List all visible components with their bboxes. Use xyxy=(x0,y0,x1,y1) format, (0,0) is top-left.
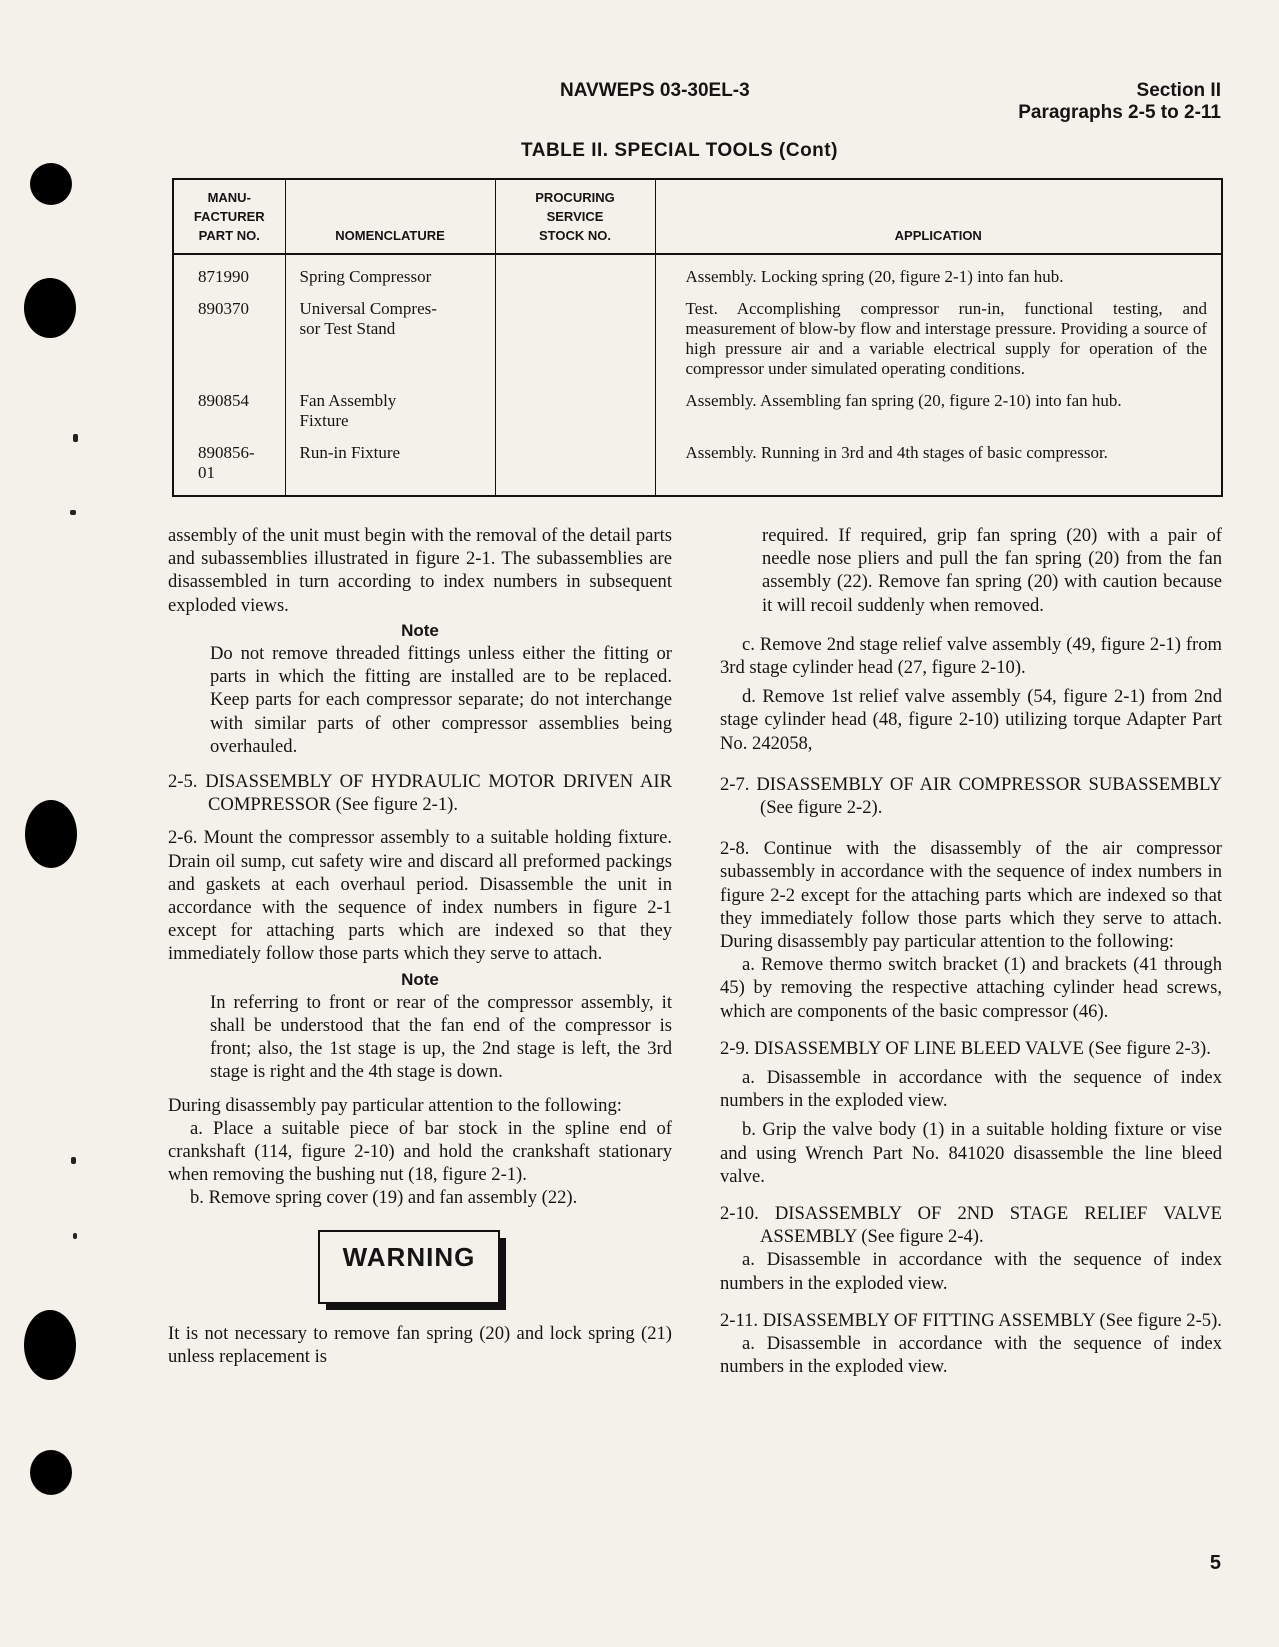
header-line: NOMENCLATURE xyxy=(335,228,445,243)
table-row xyxy=(173,293,1222,385)
header-line: SERVICE xyxy=(546,209,604,224)
cell-application: Test. Accomplishing compressor run-in, functional testing, and measurement of blow-by flow and interstage pressure. Providing a source of high pressure air and a variable electrical supply for operation of the compressor under simulated operating conditions. xyxy=(685,299,1207,378)
heading-2-11: 2-11. DISASSEMBLY OF FITTING ASSEMBLY (See figure 2-5). xyxy=(720,1309,1222,1331)
binder-hole-5 xyxy=(30,1450,72,1495)
cell-stock-no xyxy=(495,385,655,437)
paragraph-continued: required. If required, grip fan spring (20) with a pair of needle nose pliers and pull the fan spring (20) from the fan assembly (22). Remove fan spring (20) with caution because it will recoil suddenly when removed. xyxy=(762,525,1222,616)
cell-application: Assembly. Assembling fan spring (20, figure 2-10) into fan hub. xyxy=(685,391,1122,410)
cell-nomenclature: Fan Assembly Fixture xyxy=(285,385,495,437)
right-column xyxy=(720,524,1222,1379)
header-line: PART NO. xyxy=(198,228,260,243)
paragraph-2-8-a: a. Remove thermo switch bracket (1) and brackets (41 through 45) by removing the respective attaching cylinder head screws, which are components of the basic compressor (46). xyxy=(720,954,1222,1022)
paragraph-2-9-a: a. Disassemble in accordance with the sequence of index numbers in the exploded view. xyxy=(720,1067,1222,1112)
scan-speck xyxy=(73,1233,77,1239)
table-title: TABLE II. SPECIAL TOOLS (Cont) xyxy=(521,140,838,161)
warning-label: WARNING xyxy=(342,1241,476,1272)
paragraph-2-11-a: a. Disassemble in accordance with the sequence of index numbers in the exploded view. xyxy=(720,1333,1222,1378)
cell-application: Assembly. Locking spring (20, figure 2-1) into fan hub. xyxy=(685,267,1064,286)
heading-2-5: 2-5. DISASSEMBLY OF HYDRAULIC MOTOR DRIVEN AIR COMPRESSOR (See figure 2-1). xyxy=(168,771,672,816)
note-heading: Note xyxy=(401,620,439,640)
scan-speck xyxy=(71,1157,76,1164)
section-label: Section II xyxy=(1136,80,1221,101)
binder-hole-1 xyxy=(30,163,72,205)
cell-stock-no xyxy=(495,293,655,385)
header-line: FACTURER xyxy=(193,209,265,224)
warning-box xyxy=(318,1230,500,1304)
document-number: NAVWEPS 03-30EL-3 xyxy=(560,80,750,101)
header-line: APPLICATION xyxy=(894,228,982,243)
paragraph-2-10-a: a. Disassemble in accordance with the sequence of index numbers in the exploded view. xyxy=(720,1249,1222,1294)
paragraph-during-disassembly: During disassembly pay particular attention to the following: xyxy=(168,1094,622,1116)
paragraph-step-c: c. Remove 2nd stage relief valve assembly (49, figure 2-1) from 3rd stage cylinder head (27, figure 2-10). xyxy=(720,633,1222,679)
paragraph-step-a: a. Place a suitable piece of bar stock in the spline end of crankshaft (114, figure 2-10) and hold the crankshaft stationary when removing the bushing nut (18, figure 2-1). xyxy=(168,1117,672,1186)
header-application xyxy=(655,179,1222,254)
heading-2-9: 2-9. DISASSEMBLY OF LINE BLEED VALVE (See figure 2-3). xyxy=(720,1037,1211,1059)
binder-hole-3 xyxy=(25,800,77,868)
binder-hole-4 xyxy=(24,1310,76,1380)
heading-2-10: 2-10. DISASSEMBLY OF 2ND STAGE RELIEF VALVE ASSEMBLY (See figure 2-4). xyxy=(720,1203,1222,1248)
note-heading: Note xyxy=(401,969,439,989)
table-row xyxy=(173,254,1222,293)
paragraph-2-9-b: b. Grip the valve body (1) in a suitable holding fixture or vise and using Wrench Part No. 841020 disassemble the line bleed valve. xyxy=(720,1119,1222,1187)
cell-nomenclature: Spring Compressor xyxy=(285,254,495,293)
cell-application: Assembly. Running in 3rd and 4th stages of basic compressor. xyxy=(685,443,1108,462)
cell-part-no: 871990 xyxy=(173,254,285,293)
header-nomenclature xyxy=(285,179,495,254)
header-line: STOCK NO. xyxy=(539,228,611,243)
warning-text: It is not necessary to remove fan spring (20) and lock spring (21) unless replacement is xyxy=(168,1322,672,1367)
intro-paragraph: assembly of the unit must begin with the removal of the detail parts and subassemblies illustrated in figure 2-1. The subassemblies are disassembled in turn according to index numbers in subsequent exploded views. xyxy=(168,525,672,616)
note-text: Do not remove threaded fittings unless either the fitting or parts in which the fitting are installed are to be replaced. Keep parts for each compressor separate; do not interchange with similar parts of other compressor assemblies being overhauled. xyxy=(210,643,672,757)
left-column xyxy=(168,524,672,1368)
cell-part-no: 890856-01 xyxy=(173,437,285,496)
cell-nomenclature: Universal Compres- sor Test Stand xyxy=(285,293,495,385)
header-line: MANU- xyxy=(207,190,251,205)
header-stock-no xyxy=(495,179,655,254)
cell-stock-no xyxy=(495,437,655,496)
paragraph-step-b: b. Remove spring cover (19) and fan assembly (22). xyxy=(190,1187,578,1209)
page-number: 5 xyxy=(1209,1552,1221,1574)
table-row xyxy=(173,385,1222,437)
special-tools-table xyxy=(172,178,1223,497)
cell-nomenclature: Run-in Fixture xyxy=(285,437,495,496)
section-header xyxy=(1018,80,1221,124)
cell-stock-no xyxy=(495,254,655,293)
paragraph-range: Paragraphs 2-5 to 2-11 xyxy=(1018,102,1221,123)
heading-2-7: 2-7. DISASSEMBLY OF AIR COMPRESSOR SUBASSEMBLY (See figure 2-2). xyxy=(720,773,1222,819)
header-part-no xyxy=(173,179,285,254)
table-header-row xyxy=(173,179,1222,254)
cell-part-no: 890854 xyxy=(173,385,285,437)
scan-speck xyxy=(73,434,78,442)
paragraph-2-6: 2-6. Mount the compressor assembly to a suitable holding fixture. Drain oil sump, cut safety wire and discard all preformed packings and gaskets at each overhaul period. Disassemble the unit in accordance with the sequence of index numbers in figure 2-1 except for attaching parts which are indexed so that they immediately follow those parts which they serve to attach. xyxy=(168,827,672,965)
table-row xyxy=(173,437,1222,496)
header-line: PROCURING xyxy=(535,190,615,205)
note-text: In referring to front or rear of the compressor assembly, it shall be understood that the fan end of the compressor is front; also, the 1st stage is up, the 2nd stage is left, the 3rd stage is right and the 4th stage is down. xyxy=(210,991,672,1083)
paragraph-step-d: d. Remove 1st relief valve assembly (54, figure 2-1) from 2nd stage cylinder head (48, figure 2-10) utilizing torque Adapter Part No. 242058, xyxy=(720,686,1222,754)
cell-part-no: 890370 xyxy=(173,293,285,385)
scan-speck xyxy=(70,510,76,515)
paragraph-2-8: 2-8. Continue with the disassembly of the air compressor subassembly in accordance with the sequence of index numbers in figure 2-2 except for the attaching parts which are indexed so that they immediately follow those parts which they serve to attach. During disassembly pay particular attention to the following: xyxy=(720,838,1222,953)
binder-hole-2 xyxy=(24,278,76,338)
